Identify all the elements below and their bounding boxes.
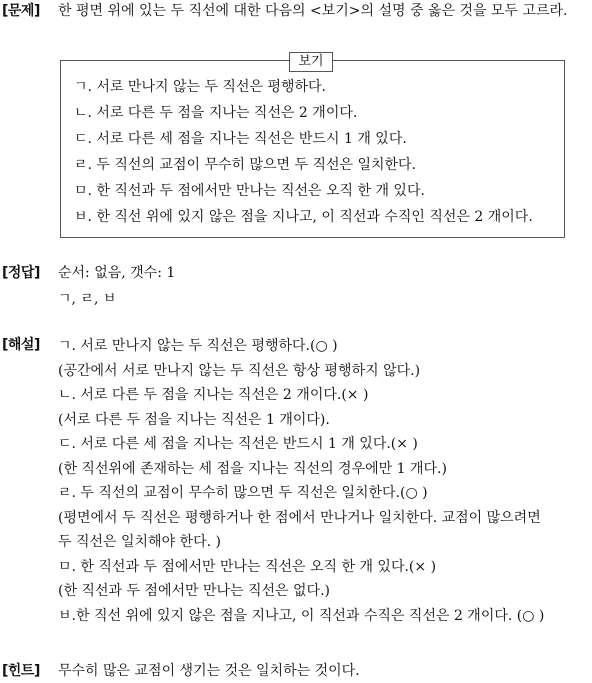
explanation-content xyxy=(58,334,588,628)
example-item: ㄴ. 서로 다른 두 점을 지나는 직선은 2 개이다. xyxy=(74,105,358,121)
answer-choices: ㄱ, ㄹ, ㅂ xyxy=(58,291,117,307)
explanation-line: ㅁ. 한 직선과 두 점에서만 만나는 직선은 오직 한 개 있다.(× ) xyxy=(58,558,437,575)
example-item: ㅂ. 한 직선 위에 있지 않은 점을 지나고, 이 직선과 수직인 직선은 2 개이다. xyxy=(74,209,533,225)
hint-text: 무수히 많은 교점이 생기는 것은 일치하는 것이다. xyxy=(58,663,360,679)
example-item: ㄷ. 서로 다른 세 점을 지나는 직선은 반드시 1 개 있다. xyxy=(74,131,407,147)
answer-order-count: 순서: 없음, 갯수: 1 xyxy=(58,265,176,281)
example-item: ㄱ. 서로 만나지 않는 두 직선은 평행하다. xyxy=(74,79,326,95)
explanation-line: (공간에서 서로 만나지 않는 두 직선은 항상 평행하지 않다.) xyxy=(58,362,421,379)
example-item: ㅁ. 한 직선과 두 점에서만 만나는 직선은 오직 한 개 있다. xyxy=(74,183,425,199)
explanation-line: ㄴ. 서로 다른 두 점을 지나는 직선은 2 개이다.(× ) xyxy=(58,387,369,403)
example-box-items xyxy=(74,74,533,230)
explanation-line: ㄱ. 서로 만나지 않는 두 직선은 평행하다.(○ ) xyxy=(58,338,338,354)
explanation-line: (한 직선과 두 점에서만 만나는 직선은 없다.) xyxy=(58,583,330,599)
hint-tag: [힌트] xyxy=(2,663,40,679)
explanation-line: (한 직선위에 존재하는 세 점을 지나는 직선의 경우에만 1 개다.) xyxy=(58,460,447,477)
problem-text: 한 평면 위에 있는 두 직선에 대한 다음의 <보기>의 설명 중 옳은 것을 모두 고르라. xyxy=(58,3,568,19)
explanation-line: (평면에서 두 직선은 평행하거나 한 점에서 만나거나 일치한다. 교점이 많으려면 xyxy=(58,509,541,526)
explanation-tag: [해설] xyxy=(2,337,40,353)
explanation-line: ㄷ. 서로 다른 세 점을 지나는 직선은 반드시 1 개 있다.(× ) xyxy=(58,436,418,452)
example-item: ㄹ. 두 직선의 교점이 무수히 많으면 두 직선은 일치한다. xyxy=(74,157,417,173)
explanation-line: (서로 다른 두 점을 지나는 직선은 1 개이다). xyxy=(58,411,330,428)
answer-content xyxy=(58,262,588,310)
problem-tag: [문제] xyxy=(2,3,40,19)
example-box-title: 보기 xyxy=(289,52,333,72)
explanation-line: ㅂ.한 직선 위에 있지 않은 점을 지나고, 이 직선과 수직은 직선은 2 개이다. (○ ) xyxy=(58,607,545,624)
explanation-line: ㄹ. 두 직선의 교점이 무수히 많으면 두 직선은 일치한다.(○ ) xyxy=(58,485,428,501)
explanation-line: 두 직선은 일치해야 한다. ) xyxy=(58,534,221,550)
answer-tag: [정답] xyxy=(2,265,40,281)
